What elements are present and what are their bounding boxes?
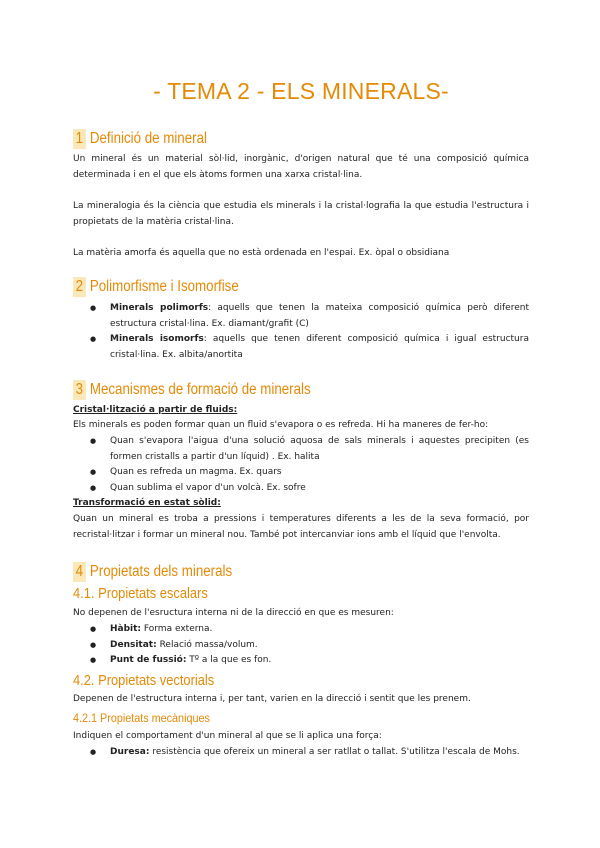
definition: : aquells que tenen la mateixa composició química però diferent estructura cristal·lina. Ex. diamant/grafit (C) <box>110 303 529 329</box>
list-item: ● Quan sublima el vapor d'un volcà. Ex. sofre <box>73 481 529 497</box>
bullet-list <box>73 745 529 761</box>
section-title: Mecanismes de formació de minerals <box>89 381 311 398</box>
paragraph: Quan un mineral es troba a pressions i temperatures diferents a les de la seva formació, por recristal·litzar i formar un mineral nou. També pot intercanviar ions amb el líquid que l'envolta. <box>73 514 529 540</box>
section-title: Propietats dels minerals <box>89 563 233 580</box>
section-number: 2 <box>73 277 86 297</box>
subsection-heading: 4.1. Propietats escalars <box>73 585 208 602</box>
section-number: 1 <box>73 129 86 149</box>
paragraph: Depenen de l'estructura interna i, per tant, varien en la direcció i sentit que les prenem. <box>73 694 471 704</box>
list-item <box>73 622 529 638</box>
paragraph: Els minerals es poden formar quan un fluid s'evapora o es refreda. Hi ha maneres de fer-ho: <box>73 420 489 430</box>
bullet-list <box>73 622 529 669</box>
section-title: Polimorfisme i Isomorfise <box>89 278 239 295</box>
document-title: - TEMA 2 - ELS MINERALS- <box>153 78 449 104</box>
list-item <box>73 653 529 669</box>
bullet-list <box>73 301 529 363</box>
term: Minerals isomorfs <box>110 334 204 345</box>
list-item: ● Quan s'evapora l'aigua d'una solució aquosa de sals minerals i aquestes precipiten (es formen cristalls a partir d'un líquid) . Ex. halita <box>73 434 529 465</box>
definition: Tº a la que es fon. <box>186 655 272 666</box>
paragraph: Un mineral és un material sòl·lid, inorgànic, d'origen natural que té una composició química determinada i en el que els àtoms formen una xarxa cristal·lina. <box>73 154 529 180</box>
term: Minerals polimorfs <box>110 303 209 313</box>
paragraph: La mineralogia és la ciència que estudia els minerals i la cristal·lografia la que estudia l'estructura i propietats de la matèria cristal·lina. <box>73 201 529 227</box>
subsubsection-heading: 4.2.1 Propietats mecàniques <box>73 711 210 725</box>
list-item <box>73 745 529 761</box>
term: Densitat: <box>110 639 157 650</box>
term: Punt de fussió: <box>110 655 187 666</box>
list-item <box>73 638 529 654</box>
list-item: ● Quan es refreda un magma. Ex. quars <box>73 465 529 481</box>
definition: : aquells que tenen diferent composició química i igual estructura cristal·lina. Ex. albita/anortita <box>110 334 529 360</box>
paragraph: Indiquen el comportament d'un mineral al que se li aplica una força: <box>73 731 382 741</box>
subsection-heading: 4.2. Propietats vectorials <box>73 672 215 689</box>
definition: Forma externa. <box>141 624 213 634</box>
bullet-list <box>73 434 529 496</box>
subheading: Cristal·lització a partir de fluids: <box>73 405 238 415</box>
section-2-heading <box>73 277 239 297</box>
term: Duresa: <box>110 747 150 757</box>
section-title: Definició de mineral <box>89 130 207 147</box>
list-item <box>73 301 529 332</box>
paragraph: La matèria amorfa és aquella que no està ordenada en l'espai. Ex. òpal o obsidiana <box>73 248 450 258</box>
section-number: 3 <box>73 380 86 400</box>
section-1-heading <box>73 129 207 149</box>
section-3-heading <box>73 380 311 400</box>
section-number: 4 <box>73 562 86 582</box>
term: Hàbit: <box>110 624 142 634</box>
definition: Relació massa/volum. <box>156 639 258 650</box>
subheading: Transformació en estat sòlid: <box>73 498 221 508</box>
section-4-heading <box>73 562 232 582</box>
definition: resistència que ofereix un mineral a ser ratllat o tallat. S'utilitza l'escala de Mohs. <box>149 747 520 757</box>
paragraph: No depenen de l'esructura interna ni de la direcció en que es mesuren: <box>73 608 394 618</box>
list-item <box>73 332 529 363</box>
